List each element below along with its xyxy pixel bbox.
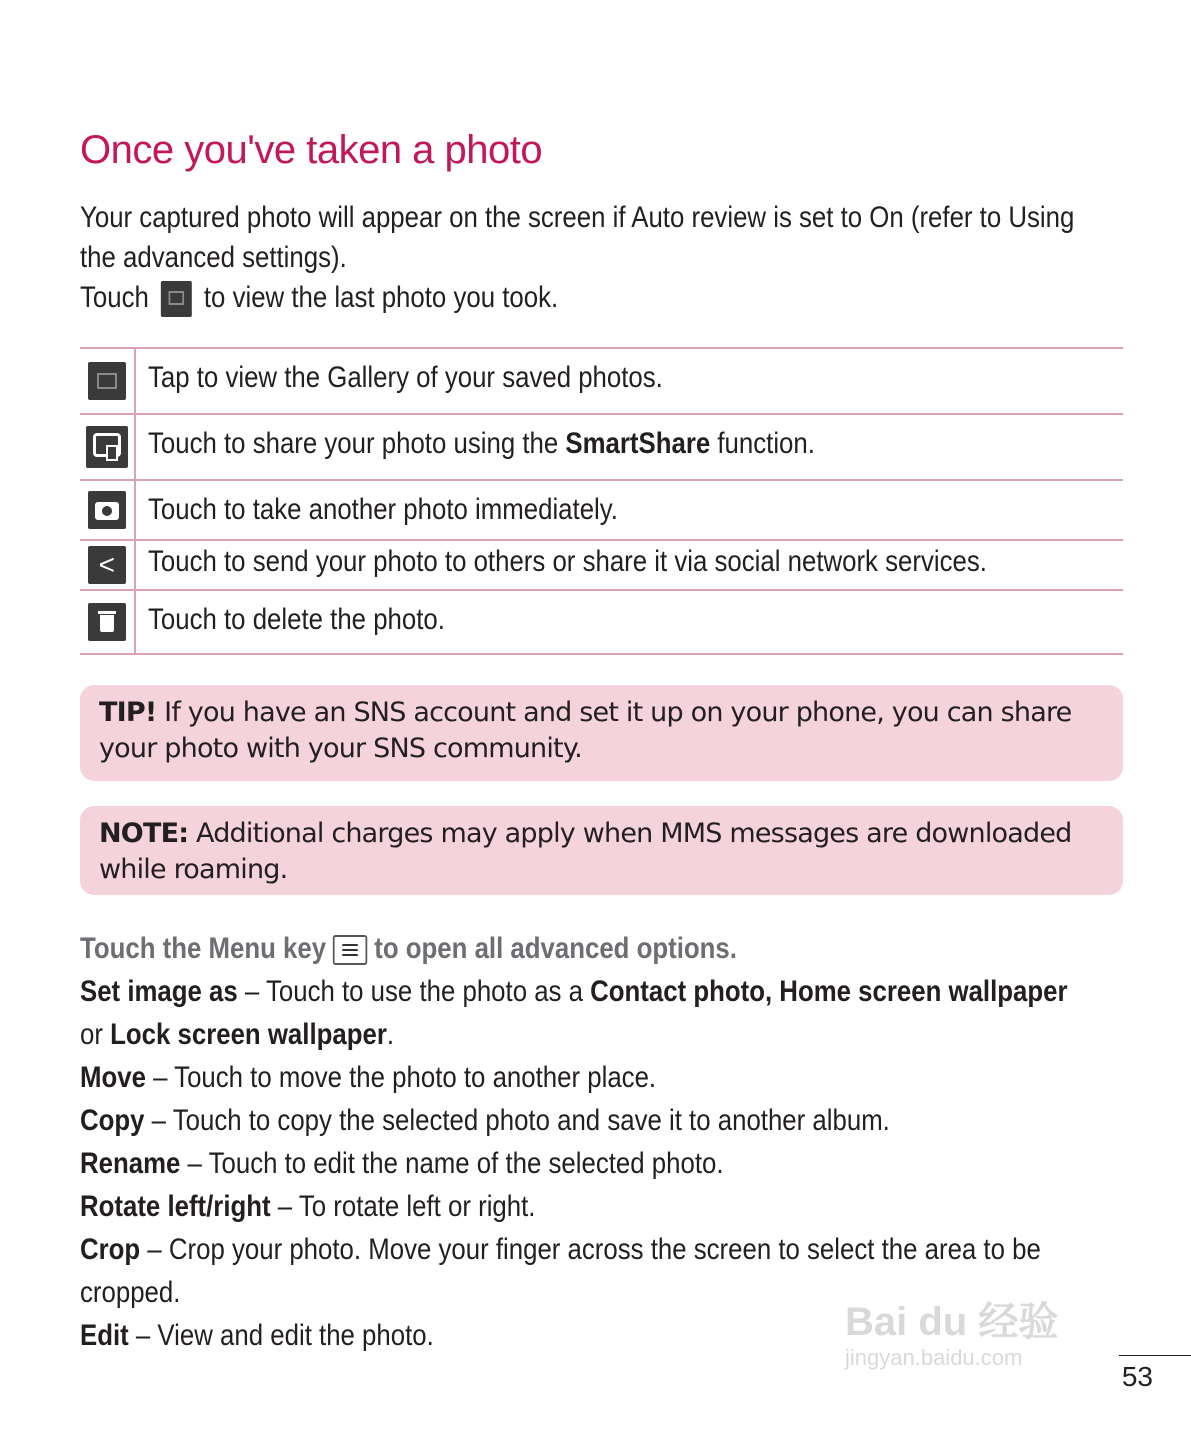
rename-label: Rename [80,1147,181,1180]
rotate-text: – To rotate left or right. [270,1190,536,1223]
intro-text [80,198,1191,318]
page-number-rule [1119,1355,1191,1356]
rotate-label: Rotate left/right [80,1190,271,1223]
intro-line-1: Your captured photo will appear on the screen if Auto review is set to On (refer to Using [80,201,1075,234]
touch-suffix: to view the last photo you took. [203,281,559,314]
menu-head-pre: Touch the Menu key [80,932,327,965]
edit-text: – View and edit the photo. [128,1319,434,1352]
note-line-2: while roaming. [99,854,288,885]
set-image-bold-2: Lock screen wallpaper [110,1018,387,1051]
table-row [80,540,1123,590]
note-line-1: Additional charges may apply when MMS messages are downloaded [188,818,1072,849]
option-text: Touch to send your photo to others or share it via social network services. [147,545,987,578]
camera-icon [88,491,126,529]
touch-prefix: Touch [80,281,149,314]
smartshare-bold: SmartShare [564,427,710,460]
baidu-watermark: Bai du 经验 [845,1300,1059,1344]
share-icon: < [88,546,126,584]
menu-key-icon [333,935,367,965]
copy-text: – Touch to copy the selected photo and save it to another album. [144,1104,890,1137]
smartshare-icon [86,426,128,468]
section-title: Once you've taken a photo [80,128,543,172]
rename-text: – Touch to edit the name of the selected photo. [180,1147,724,1180]
option-text: Touch to delete the photo. [147,603,445,636]
last-photo-icon [161,281,192,317]
crop-line-2: cropped. [80,1276,181,1309]
note-label: NOTE: [99,818,189,849]
option-text-pre: Touch to share your photo using the [147,427,565,460]
option-text-post: function. [709,427,815,460]
set-image-end: . [386,1018,395,1051]
crop-line-1: – Crop your photo. Move your finger across the screen to select the area to be [140,1233,1041,1266]
move-text: – Touch to move the photo to another place. [145,1061,657,1094]
gallery-icon [88,362,126,400]
menu-head-post: to open all advanced options. [374,932,737,965]
table-row [80,414,1123,480]
set-image-bold-1: Contact photo, Home screen wallpaper [590,975,1068,1008]
tip-box [80,685,1123,781]
set-image-or: or [80,1018,111,1051]
intro-line-2: the advanced settings). [80,241,347,274]
edit-label: Edit [80,1319,129,1352]
tip-label: TIP! [99,697,157,728]
copy-label: Copy [80,1104,145,1137]
table-row [80,348,1123,414]
tip-line-1: If you have an SNS account and set it up on your phone, you can share [156,697,1072,728]
trash-icon [88,603,126,641]
set-image-label: Set image as [80,975,238,1008]
baidu-watermark-url: jingyan.baidu.com [845,1345,1023,1370]
table-row [80,480,1123,540]
option-text: Tap to view the Gallery of your saved photos. [147,361,663,394]
page-number: 53 [1121,1361,1153,1392]
crop-label: Crop [80,1233,141,1266]
set-image-text: – Touch to use the photo as a [237,975,591,1008]
option-text: Touch to take another photo immediately. [147,493,618,526]
options-table [80,347,1123,655]
table-row [80,590,1123,654]
note-box [80,806,1123,895]
tip-line-2: your photo with your SNS community. [99,733,582,764]
move-label: Move [80,1061,146,1094]
